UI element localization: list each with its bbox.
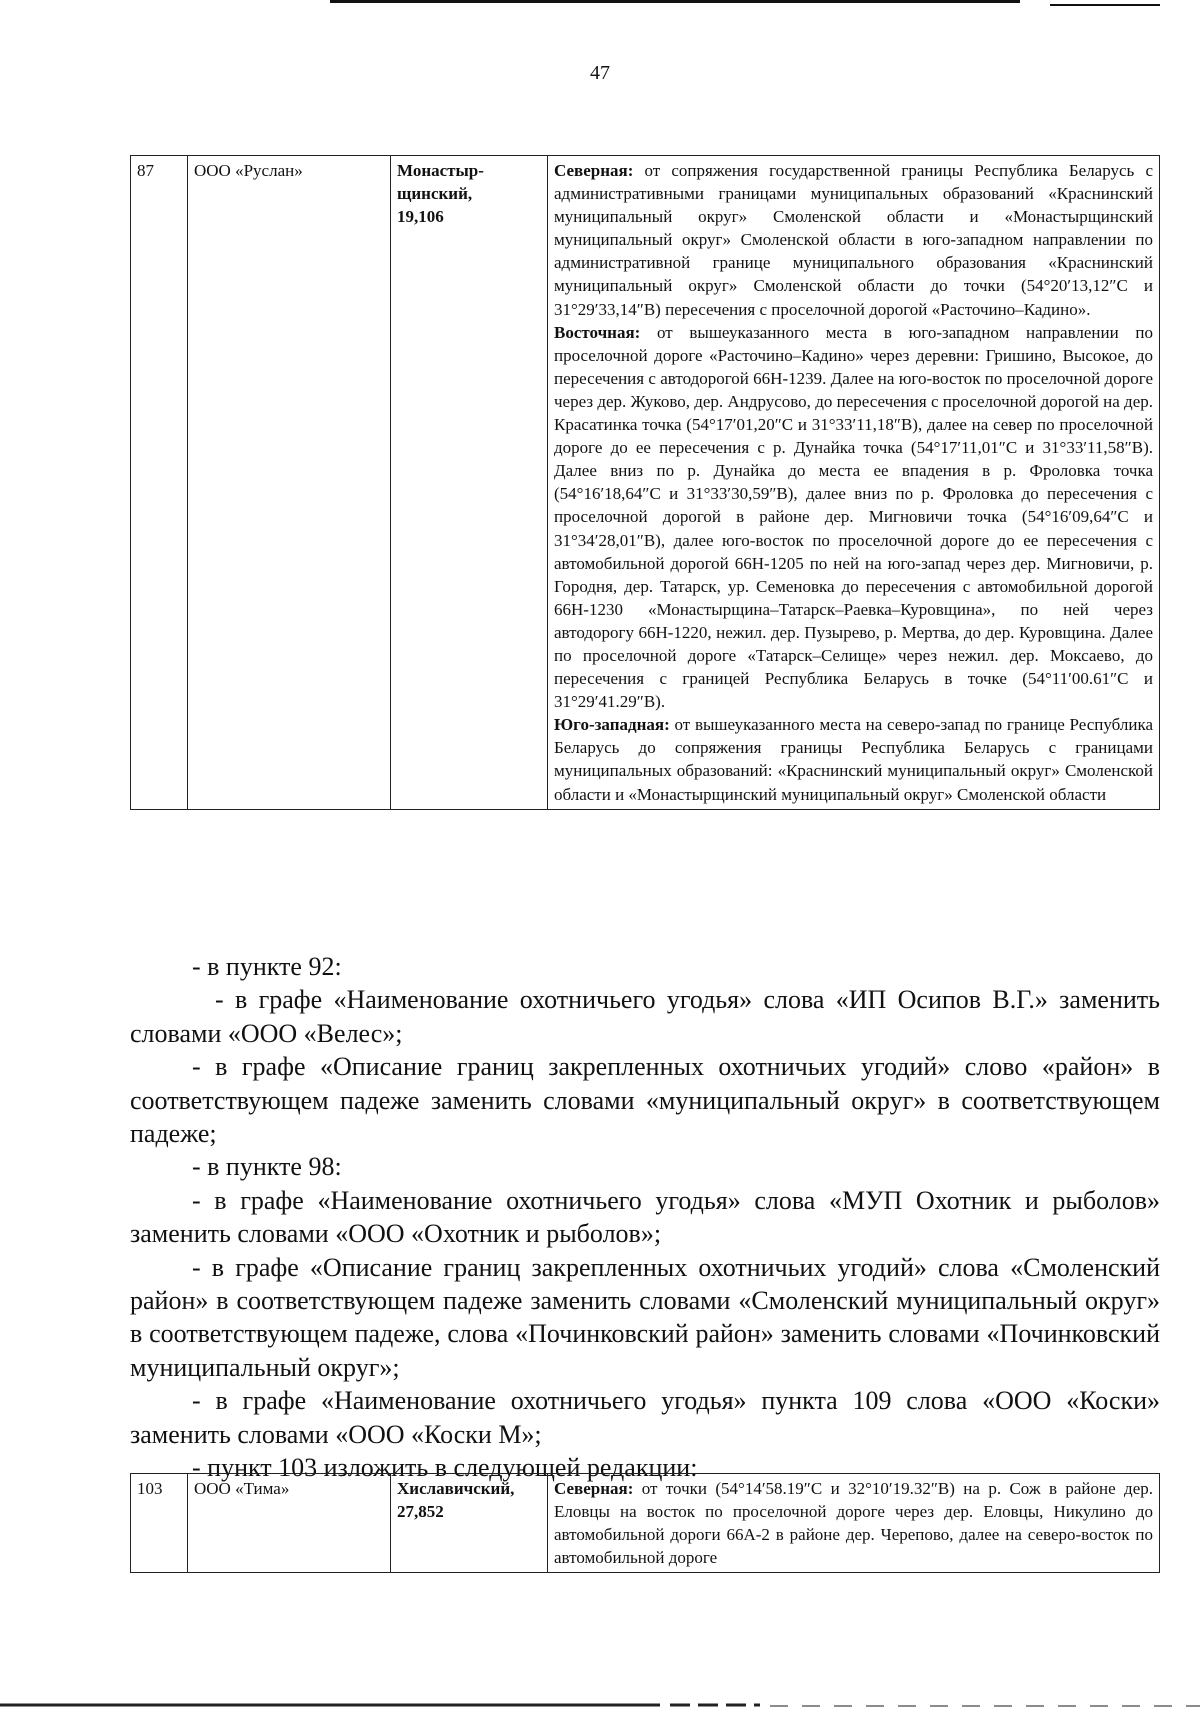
paragraph-98-name: - в графе «Наименование охотничьего угодья» слова «МУП Охотник и рыболов» заменить словами «ООО «Охотник и рыболов»; bbox=[130, 1185, 1160, 1249]
north-boundary bbox=[554, 1477, 1153, 1569]
southwest-label: Юго-западная: bbox=[554, 715, 670, 735]
boundaries-table-103 bbox=[130, 1473, 1160, 1573]
paragraph-92-name: - в графе «Наименование охотничьего угодья» слова «ИП Осипов В.Г.» заменить словами «ООО «Велес»; bbox=[130, 985, 1160, 1048]
southwest-boundary bbox=[554, 713, 1153, 805]
paragraph-98-description: - в графе «Описание границ закрепленных охотничьих угодий» слова «Смоленский район» в соответствующем падеже заменить словами «Смоленский муниципальный округ» в соответствующем падеже, слова «Починковский район» заменить словами «Починковский муниципальный округ»; bbox=[130, 1252, 1160, 1382]
paragraph-92-description: - в графе «Описание границ закрепленных охотничьих угодий» слово «район» в соответствующем падеже заменить словами «муниципальный округ» в соответствующем падеже; bbox=[130, 1052, 1160, 1149]
paragraph-point-92: - в пункте 92: bbox=[192, 952, 342, 981]
district-area bbox=[391, 1474, 548, 1573]
district-name: Хиславичский, bbox=[397, 1479, 515, 1498]
page-number: 47 bbox=[590, 62, 610, 84]
scan-footer-dashes bbox=[0, 1697, 1200, 1709]
area-value: 19,106 bbox=[397, 207, 444, 227]
top-border-line-right bbox=[1050, 4, 1160, 6]
north-boundary bbox=[554, 159, 1153, 321]
boundary-description bbox=[548, 156, 1160, 810]
table-row bbox=[131, 1474, 1160, 1573]
east-label: Восточная: bbox=[554, 322, 641, 342]
north-label: Северная: bbox=[554, 1479, 634, 1498]
east-text: от вышеуказанного места в юго-западном направлении по проселочной дороге «Расточино–Кадино» через деревни: Гришино, Высокое, до пересечения с автодорогой 66Н-1239. Далее на юго-восток по проселочной дороге через дер. Жуково, дер. Андрусово, до пересечения с проселочной дорогой на дер. Красатинка точка (54°17′01,20″С и 31°33′11,18″В), далее на север по проселочной дороге до ее пересечения с р. Дунайка точка (54°17′11,01″С и 31°33′11,58″В). Далее вниз по р. Дунайка до места ее впадения в р. Фроловка точка (54°16′18,64″С и 31°33′30,59″В), далее вниз по р. Фроловка до пересечения с проселочной дорогой в районе дер. Мигновичи точка (54°16′09,64″С и 31°34′28,01″В), далее юго-восток по проселочной дороге до ее пересечения с автомобильной дорогой 66Н-1205 по ней на юго-запад через дер. Мигновичи, р. Городня, дер. Татарск, ур. Семеновка до пересечения с автомобильной дорогой 66Н-1230 «Монастырщина–Татарск–Раевка–Куровщина», по ней через автодорогу 66Н-1220, нежил. дер. Пузырево, р. Мертва, до дер. Куровщина. Далее по проселочной дороге «Татарск–Селище» через нежил. дер. Моксаево, до пересечения с границей Республика Беларусь в точке (54°11′00.61″С и 31°29′41.29″В). bbox=[554, 322, 1153, 712]
table-row bbox=[131, 156, 1160, 810]
north-text: от сопряжения государственной границы Республика Беларусь с административными границами муниципальных образований «Краснинский муниципальный округ» Смоленской области и «Монастырщинский муниципальный округ» Смоленской области в юго-западном направлении по административной границе муниципального образования «Краснинский муниципальный округ» Смоленской области до точки (54°20′13,12″С и 31°29′33,14″В) пересечения с проселочной дорогой «Расточино–Кадино». bbox=[554, 161, 1153, 319]
boundaries-table-87 bbox=[130, 155, 1160, 810]
east-boundary bbox=[554, 321, 1153, 714]
district-area bbox=[391, 156, 548, 810]
district-name: Монастыр-щинский, bbox=[397, 161, 484, 204]
boundary-description bbox=[548, 1474, 1160, 1573]
hunting-ground-name: ООО «Руслан» bbox=[188, 156, 391, 810]
top-border-line bbox=[330, 0, 1020, 3]
north-text: от точки (54°14′58.19″С и 32°10′19.32″В) на р. Сож в районе дер. Еловцы на восток по проселочной дороге через дер. Еловцы, Никулино до автомобильной дороги 66А-2 в районе дер. Черепово, далее на северо-восток по автомобильной дороге bbox=[554, 1479, 1153, 1568]
row-number: 87 bbox=[131, 156, 188, 810]
amendment-text bbox=[130, 950, 1160, 1485]
southwest-text: от вышеуказанного места на северо-запад по границе Республика Беларусь до сопряжения границы Республика Беларусь с границами муниципальных образований: «Краснинский муниципальный округ» Смоленской области и «Монастырщинский муниципальный округ» Смоленской области bbox=[554, 715, 1153, 804]
paragraph-109-name: - в графе «Наименование охотничьего угодья» пункта 109 слова «ООО «Коски» заменить словами «ООО «Коски М»; bbox=[130, 1386, 1160, 1449]
area-value: 27,852 bbox=[397, 1502, 444, 1522]
row-number: 103 bbox=[131, 1474, 188, 1573]
hunting-ground-name: ООО «Тима» bbox=[188, 1474, 391, 1573]
north-label: Северная: bbox=[554, 161, 634, 180]
paragraph-point-98: - в пункте 98: bbox=[192, 1152, 342, 1182]
paragraph-point-103: - пункт 103 изложить в следующей редакции: bbox=[192, 1453, 698, 1483]
